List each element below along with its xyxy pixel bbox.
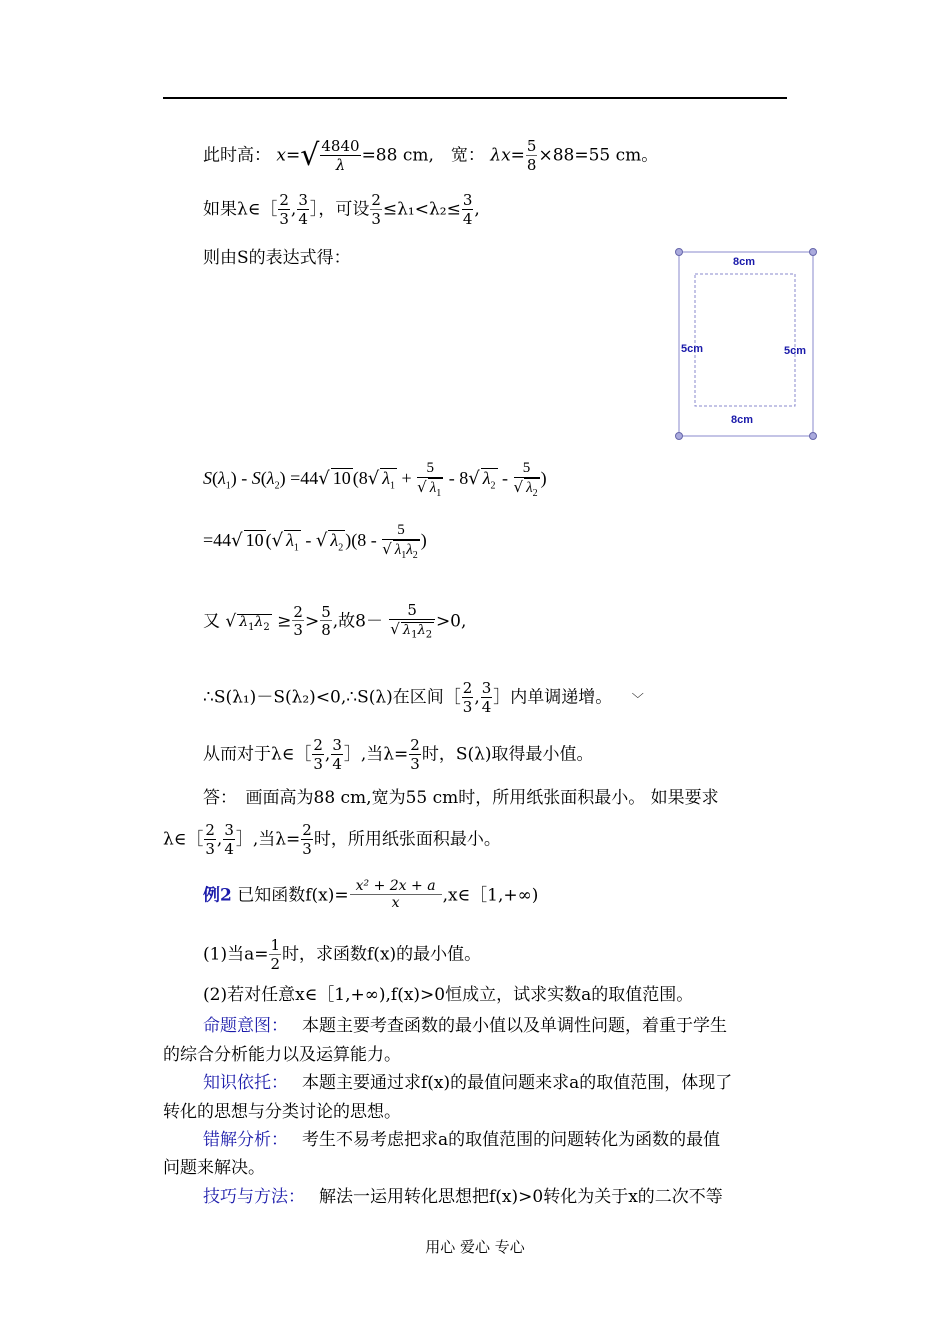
knowledge-label: 知识依托： xyxy=(203,1073,288,1093)
denominator: 3 xyxy=(279,209,289,228)
numerator: 3 xyxy=(481,679,492,697)
diagram-right-label: 5cm xyxy=(784,345,807,357)
denominator: 4 xyxy=(332,754,342,773)
header-rule xyxy=(163,97,787,99)
error-line-2: 问题来解决。 xyxy=(163,1158,265,1178)
text: > xyxy=(304,611,320,632)
text: >0, xyxy=(435,611,467,632)
denominator: 3 xyxy=(313,754,323,773)
text: 解法一运用转化思想把f(x)>0转化为关于x的二次不等 xyxy=(319,1187,723,1207)
text: ≥ xyxy=(277,611,292,632)
text: (1)当a= xyxy=(203,944,269,965)
denominator: 4 xyxy=(462,209,473,228)
text: ］内单调递增。 xyxy=(493,687,613,708)
text: 时，S(λ)取得最小值。 xyxy=(421,744,594,765)
numerator: 2 xyxy=(205,821,215,839)
page-footer: 用心 爱心 专心 xyxy=(425,1238,525,1256)
numerator: 5 xyxy=(321,602,331,621)
line-answer: 答： 画面高为88 cm,宽为55 cm时，所用纸张面积最小。 如果要求 xyxy=(203,788,719,808)
line-inequality: 又 √ $\lambda_1\lambda_2$ ≥ $\frac{2}{3}$ > $\frac{5}{8}$ ,故8－ $\frac{5}{√ \lambda_1\lambda_2}$ >0, xyxy=(203,601,467,641)
numerator: 3 xyxy=(224,821,234,839)
text: ∴S(λ₁)－S(λ₂)<0,∴S(λ)在区间［ xyxy=(203,687,461,708)
text: 已知函数f(x)= xyxy=(237,885,349,906)
denominator: 3 xyxy=(410,754,420,773)
denominator: 3 xyxy=(293,621,303,640)
numerator: 3 xyxy=(462,191,473,209)
numerator: x² + 2x + a xyxy=(350,879,442,895)
numerator: 2 xyxy=(410,736,420,754)
error-label: 错解分析： xyxy=(203,1130,288,1150)
text: 本题主要考查函数的最小值以及单调性问题，着重于学生 xyxy=(302,1016,727,1036)
denominator: 4 xyxy=(298,209,308,228)
denominator: 3 xyxy=(371,209,381,228)
text: 又 xyxy=(203,611,220,632)
text: ］,当λ= xyxy=(235,829,301,850)
question-1 xyxy=(203,937,481,973)
numerator: 3 xyxy=(298,191,308,209)
text: 此时高： xyxy=(203,145,271,166)
denominator: 4 xyxy=(481,697,492,716)
method-label: 技巧与方法： xyxy=(203,1187,305,1207)
diagram-top-label: 8cm xyxy=(733,256,756,268)
chevron-down-icon: ﹀ xyxy=(631,691,644,706)
denominator: x xyxy=(391,895,400,912)
line-monotonic: ∴S(λ₁)－S(λ₂)<0,∴S(λ)在区间［ $\frac{2}{3}$ , $\frac{3}{4}$ ］内单调递增。 ﹀ xyxy=(203,679,644,716)
diagram-bottom-label: 8cm xyxy=(731,414,754,426)
text: 从而对于λ∈［ xyxy=(203,744,312,765)
line-interval: 如果λ∈［ $\frac{2}{3}$ , $\frac{3}{4}$ ］，可设 $\frac{2}{3}$ ≤λ₁<λ₂≤ $\frac{3}{4}$ , xyxy=(203,191,480,228)
text: 考生不易考虑把求a的取值范围的问题转化为函数的最值 xyxy=(302,1130,721,1150)
denominator: 3 xyxy=(205,839,215,858)
numerator: 2 xyxy=(302,821,312,839)
numerator: 2 xyxy=(313,736,323,754)
text: 时，求函数f(x)的最小值。 xyxy=(282,944,482,965)
equation-difference: $S(\lambda_1) - S(\lambda_2) =44√$ 10 (8√ $\lambda_1$ + $\frac{5}{√ \lambda_1}$ - 8√ $\lambda_2$ - $\frac{5}{√ \lambda_2}$ ) xyxy=(203,460,547,499)
denominator: 2 xyxy=(270,954,281,973)
numerator: 1 xyxy=(270,936,281,954)
text: λ∈［ xyxy=(163,829,204,850)
denominator: 3 xyxy=(462,697,473,716)
numerator: 4840 xyxy=(321,137,360,155)
denominator: 3 xyxy=(302,839,312,858)
line-answer-cont: λ∈［ $\frac{2}{3}$ , $\frac{3}{4}$ ］,当λ= $\frac{2}{3}$ 时，所用纸张面积最小。 xyxy=(163,821,501,858)
numerator: 2 xyxy=(293,602,303,621)
sqrt-expression: √ $\frac{4840}{\lambda}$ xyxy=(300,137,360,174)
text: ×88=55 cm。 xyxy=(538,145,659,166)
text: ,故8－ xyxy=(332,611,383,632)
example-2 xyxy=(203,879,538,913)
intent-line xyxy=(203,1018,727,1035)
method-line xyxy=(203,1189,723,1206)
numerator: 2 xyxy=(371,191,381,209)
numerator: 5 xyxy=(526,137,537,155)
numerator: 2 xyxy=(279,191,289,209)
knowledge-line xyxy=(203,1075,732,1092)
example-label: 例2 xyxy=(203,885,232,906)
text: ,x∈［1,+∞) xyxy=(442,885,539,906)
denominator: 8 xyxy=(526,155,537,174)
equation-factored: =44√ 10 (√ $\lambda_1$ - √ $\lambda_2$ )(8 - $\frac{5}{√ \lambda_1\lambda_2}$ ) xyxy=(203,522,427,561)
numerator: 2 xyxy=(462,679,473,697)
question-2: (2)若对任意x∈［1,+∞),f(x)>0恒成立，试求实数a的取值范围。 xyxy=(203,985,694,1005)
line-s-expression: 则由S的表达式得： xyxy=(203,248,351,268)
text: ］,当λ= xyxy=(343,744,409,765)
line-height-width: 此时高： x=√ $\frac{4840}{\lambda}$ =88 cm, 宽： λx= $\frac{5}{8}$ ×88=55 cm。 xyxy=(203,137,659,174)
text: ≤λ₁<λ₂≤ xyxy=(382,199,461,220)
knowledge-line-2: 转化的思想与分类讨论的思想。 xyxy=(163,1102,401,1122)
line-minimum: 从而对于λ∈［ $\frac{2}{3}$ , $\frac{3}{4}$ ］,当λ= $\frac{2}{3}$ 时，S(λ)取得最小值。 xyxy=(203,736,594,773)
diagram-left-label: 5cm xyxy=(681,343,704,355)
intent-line-2: 的综合分析能力以及运算能力。 xyxy=(163,1045,401,1065)
error-line xyxy=(203,1132,720,1149)
text: ］，可设 xyxy=(309,199,370,220)
text: 时，所用纸张面积最小。 xyxy=(313,829,501,850)
paper-diagram xyxy=(673,246,821,442)
intent-label: 命题意图： xyxy=(203,1016,288,1036)
text: 如果λ∈［ xyxy=(203,199,278,220)
denominator: 8 xyxy=(321,621,331,640)
text: =88 cm, 宽： xyxy=(361,145,485,166)
denominator: 4 xyxy=(224,839,234,858)
numerator: 3 xyxy=(332,736,342,754)
text: 本题主要通过求f(x)的最值问题来求a的取值范围，体现了 xyxy=(302,1073,733,1093)
